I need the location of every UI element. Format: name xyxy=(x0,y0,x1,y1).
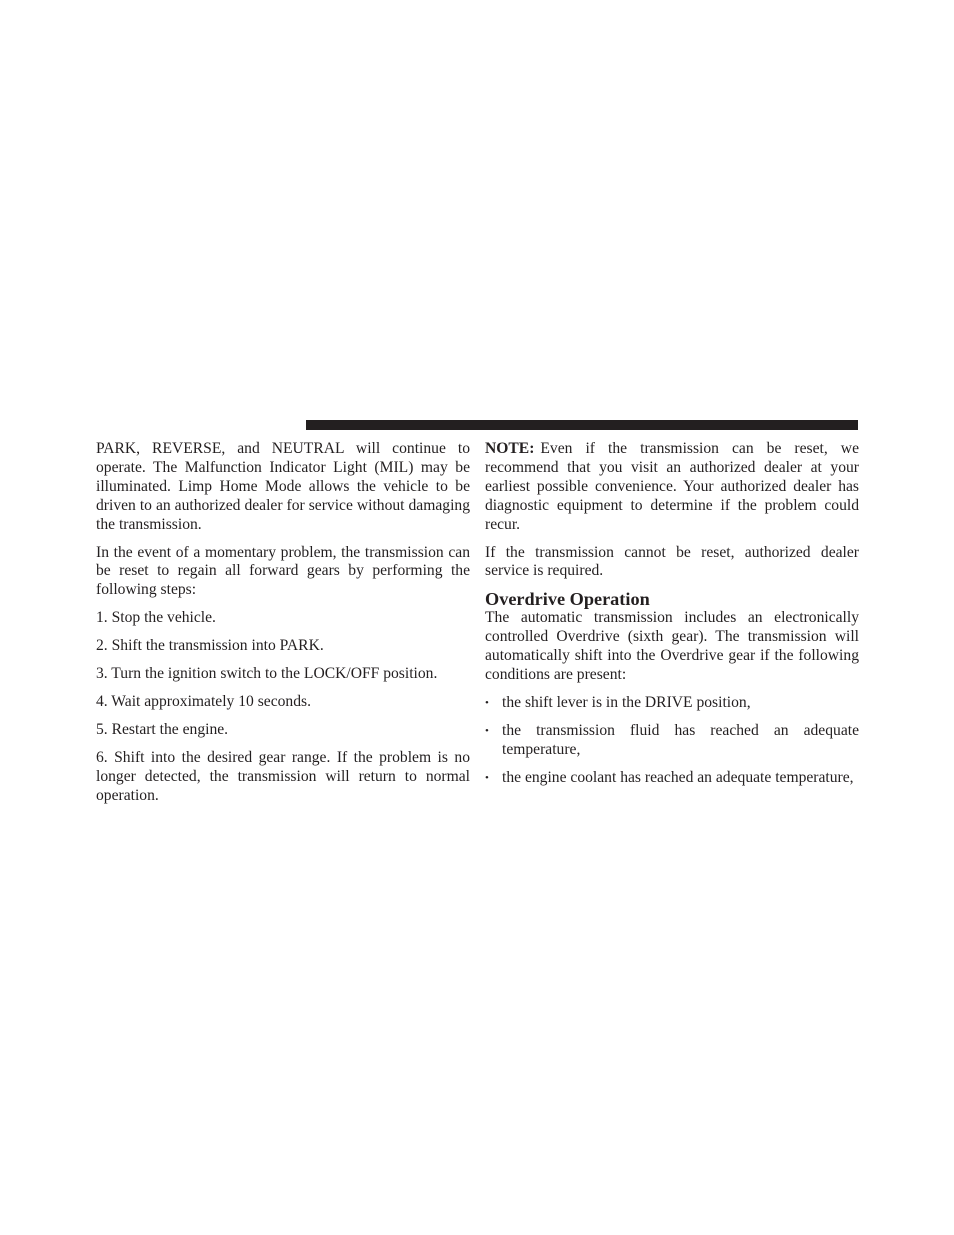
left-column xyxy=(96,440,470,815)
limp-home-paragraph: PARK, REVERSE, and NEUTRAL will continue to operate. The Malfunction Indicator Light (MIL) may be illuminated. Limp Home Mode allows the vehicle to be driven to an authorized dealer for service without damaging the transmission. xyxy=(96,440,470,533)
right-column xyxy=(485,440,859,797)
step-6: 6. Shift into the desired gear range. If the problem is no longer detected, the transmission will return to normal operation. xyxy=(96,748,470,804)
step-5: 5. Restart the engine. xyxy=(96,720,229,738)
header-rule xyxy=(306,420,858,430)
list-item xyxy=(485,722,859,760)
list-item-text: the shift lever is in the DRIVE position, xyxy=(502,693,751,711)
bullet-icon: • xyxy=(485,771,489,784)
overdrive-heading: Overdrive Operation xyxy=(485,589,650,610)
step-2: 2. Shift the transmission into PARK. xyxy=(96,637,324,655)
list-item-text: the transmission fluid has reached an adequate temperature, xyxy=(502,721,859,758)
list-item xyxy=(485,694,859,713)
conditions-list xyxy=(485,694,859,788)
note-text: Even if the transmission can be reset, we recommend that you visit an authorized dealer at your earliest possible convenience. Your authorized dealer has diagnostic equipment to determine if the problem could recur. xyxy=(485,440,859,533)
overdrive-paragraph: The automatic transmission includes an electronically controlled Overdrive (sixth gear). The transmission will automatically shift into the Overdrive gear if the following conditions are present: xyxy=(485,609,859,683)
step-3: 3. Turn the ignition switch to the LOCK/OFF position. xyxy=(96,665,438,683)
step-4: 4. Wait approximately 10 seconds. xyxy=(96,692,311,710)
bullet-icon: • xyxy=(485,696,489,709)
note-label: NOTE: xyxy=(485,440,535,457)
list-item-text: the engine coolant has reached an adequate temperature, xyxy=(502,768,854,786)
reset-intro-paragraph: In the event of a momentary problem, the transmission can be reset to regain all forward gears by performing the following steps: xyxy=(96,543,470,599)
step-1: 1. Stop the vehicle. xyxy=(96,609,216,627)
reset-required-paragraph: If the transmission cannot be reset, authorized dealer service is required. xyxy=(485,543,859,580)
bullet-icon: • xyxy=(485,724,489,737)
list-item xyxy=(485,769,859,788)
note-paragraph xyxy=(485,440,859,535)
